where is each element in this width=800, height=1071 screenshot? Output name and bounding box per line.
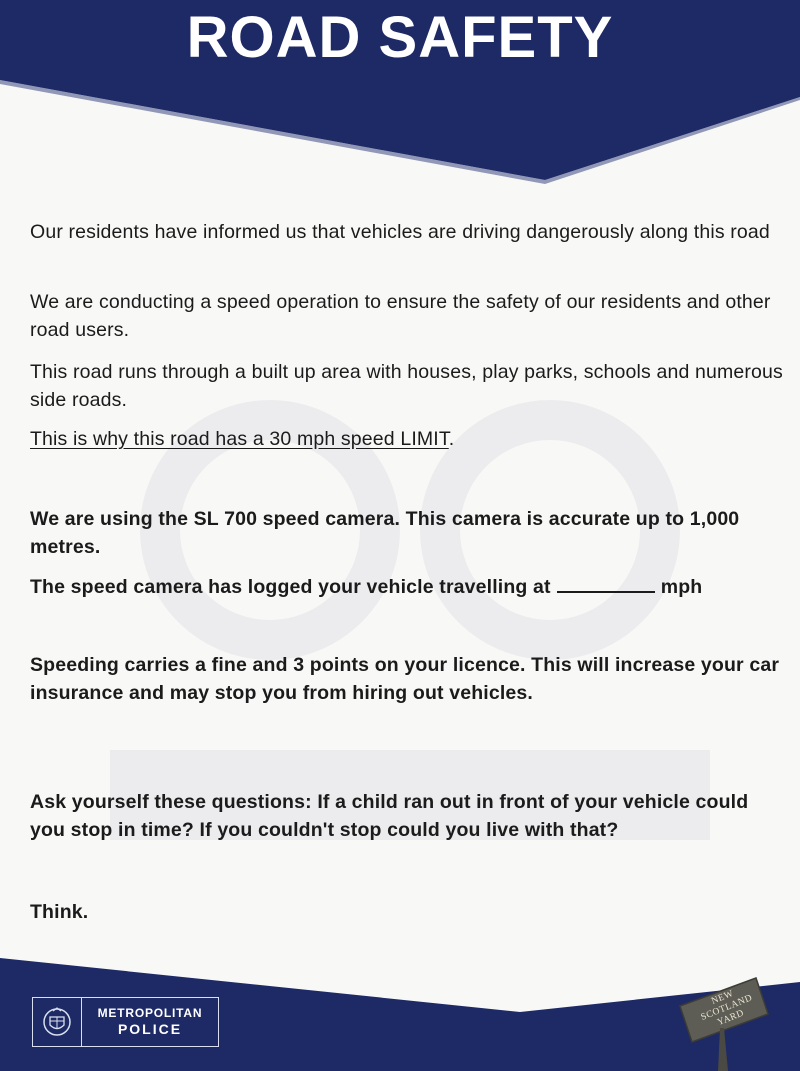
logged-speed-paragraph: [30, 573, 785, 601]
speed-limit-period: .: [448, 428, 455, 450]
camera-paragraph: We are using the SL 700 speed camera. This camera is accurate up to 1,000 metres.: [30, 508, 740, 558]
logo-line-police: POLICE: [117, 1021, 183, 1037]
penalty-paragraph: Speeding carries a fine and 3 points on your licence. This will increase your car insurance and may stop you from hiring out vehicles.: [30, 654, 780, 704]
speed-limit-paragraph: [30, 425, 454, 453]
new-scotland-yard-sign-text: NEW SCOTLAND YARD: [699, 988, 755, 1029]
built-up-area-paragraph: This road runs through a built up area with houses, play parks, schools and numerous side roads.: [30, 361, 783, 411]
think-text: Think.: [30, 901, 89, 923]
crest-icon: [33, 998, 82, 1046]
speed-operation-paragraph: We are conducting a speed operation to ensure the safety of our residents and other road users.: [30, 291, 771, 341]
logo-line-metropolitan: METROPOLITAN: [97, 1006, 203, 1020]
speed-limit-text: This is why this road has a 30 mph speed LIMIT: [30, 428, 449, 450]
residents-paragraph: Our residents have informed us that vehicles are driving dangerously along this road: [30, 221, 770, 243]
speed-blank-line: [557, 573, 655, 593]
page-title: ROAD SAFETY: [186, 5, 614, 70]
mph-unit: mph: [660, 576, 703, 598]
logo-wordmark: [82, 998, 218, 1046]
metropolitan-police-logo: [32, 997, 219, 1047]
logged-speed-text: The speed camera has logged your vehicle travelling at: [30, 576, 551, 598]
questions-paragraph: Ask yourself these questions: If a child ran out in front of your vehicle could you stop in time? If you couldn't stop could you live with that?: [30, 791, 749, 841]
